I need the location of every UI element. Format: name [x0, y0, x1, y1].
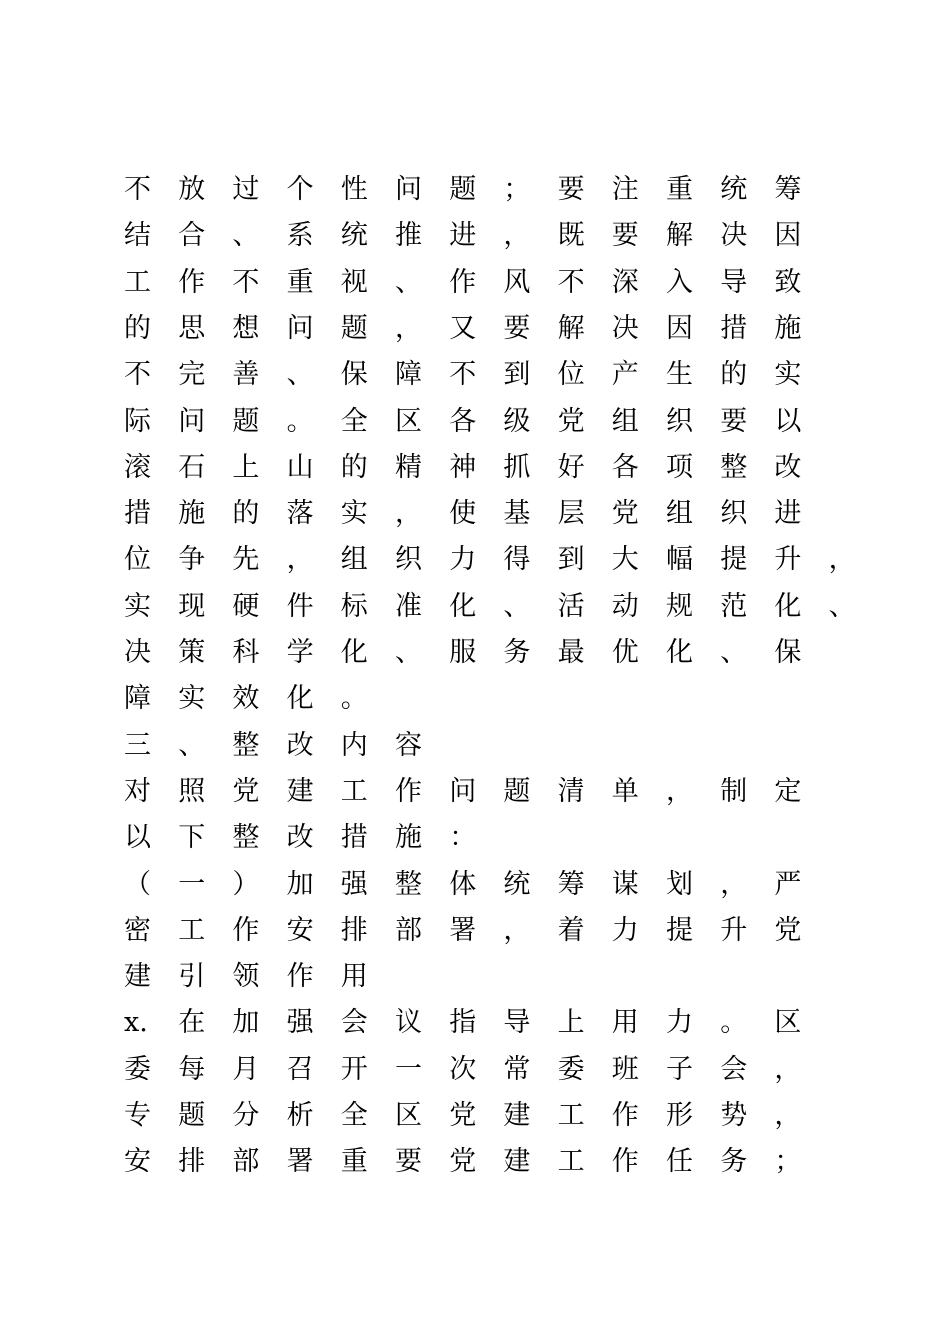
glyph: 要: [557, 174, 585, 205]
glyph: 、: [503, 590, 531, 622]
glyph: 以: [774, 405, 802, 437]
glyph: 署: [286, 1146, 314, 1178]
glyph: 石: [178, 451, 206, 483]
glyph: 建: [124, 961, 151, 993]
glyph: ；: [774, 1146, 802, 1178]
glyph: 会: [720, 1053, 748, 1085]
glyph: 安: [286, 914, 314, 946]
glyph: 务: [720, 1146, 748, 1178]
glyph: 升: [720, 914, 748, 946]
glyph: 视: [340, 266, 368, 298]
glyph: 因: [774, 220, 802, 252]
glyph: 致: [774, 266, 802, 298]
glyph: 一: [395, 1053, 422, 1085]
glyph: 先: [232, 544, 260, 576]
glyph: 月: [232, 1053, 260, 1085]
glyph: 织: [395, 544, 422, 576]
glyph: 完: [178, 359, 206, 391]
glyph: 对: [124, 775, 151, 807]
glyph: 级: [503, 405, 531, 437]
glyph: 、: [720, 637, 748, 668]
glyph: 施: [774, 312, 802, 344]
glyph: 在: [178, 1007, 206, 1039]
glyph: 抓: [503, 451, 531, 483]
glyph: ；: [503, 174, 531, 205]
glyph: 注: [611, 174, 639, 205]
glyph: 入: [666, 266, 693, 298]
glyph: 决: [611, 312, 639, 344]
glyph: 思: [178, 312, 206, 344]
glyph: 统: [503, 868, 531, 900]
glyph: x.: [124, 1007, 148, 1039]
glyph: ，: [395, 498, 422, 530]
glyph: 最: [557, 637, 585, 668]
glyph: 想: [232, 312, 260, 344]
glyph: 不: [557, 266, 585, 298]
glyph: 、: [828, 590, 856, 622]
glyph: 次: [449, 1053, 477, 1085]
glyph: 进: [774, 498, 802, 530]
glyph: 解: [666, 220, 693, 252]
glyph: 实: [124, 590, 151, 622]
glyph: ，: [286, 544, 314, 576]
glyph: 体: [449, 868, 477, 900]
glyph: 作: [611, 1146, 639, 1178]
glyph: 组: [611, 405, 639, 437]
glyph: ，: [774, 1053, 802, 1085]
glyph: 工: [124, 266, 151, 298]
glyph: 重: [666, 174, 693, 205]
glyph: 山: [286, 451, 314, 483]
glyph: 每: [178, 1053, 206, 1085]
glyph: 各: [611, 451, 639, 483]
glyph: 党: [449, 1146, 477, 1178]
glyph: 精: [395, 451, 422, 483]
glyph: 织: [720, 498, 748, 530]
glyph: 上: [557, 1007, 585, 1039]
glyph: ，: [828, 544, 856, 576]
glyph: 措: [124, 498, 151, 530]
glyph: 党: [557, 405, 585, 437]
glyph: 子: [666, 1053, 693, 1085]
glyph: 要: [611, 220, 639, 252]
glyph: 、: [395, 637, 422, 668]
glyph: 整: [232, 822, 260, 854]
glyph: 保: [340, 359, 368, 391]
glyph: 委: [124, 1053, 151, 1085]
glyph: 统: [340, 220, 368, 252]
glyph: 改: [774, 451, 802, 483]
glyph: 安: [124, 1146, 151, 1178]
glyph: 力: [666, 1007, 693, 1039]
glyph: 的: [232, 498, 260, 530]
glyph: 服: [449, 637, 477, 668]
glyph: 使: [449, 498, 477, 530]
glyph: 问: [395, 174, 422, 205]
glyph: 议: [395, 1007, 422, 1039]
glyph: 严: [774, 868, 802, 900]
glyph: 风: [503, 266, 531, 298]
glyph: 导: [720, 266, 748, 298]
glyph: 题: [503, 775, 531, 807]
glyph: 放: [178, 174, 206, 205]
glyph: 析: [286, 1100, 314, 1131]
glyph: 工: [557, 1146, 585, 1178]
glyph: 改: [286, 822, 314, 854]
glyph: 学: [286, 637, 314, 668]
glyph: 整: [720, 451, 748, 483]
glyph: 规: [666, 590, 693, 622]
glyph: 障: [395, 359, 422, 391]
glyph: ，: [395, 312, 422, 344]
glyph: 作: [286, 961, 314, 993]
glyph: 进: [449, 220, 477, 252]
glyph: 区: [395, 405, 422, 437]
glyph: 得: [503, 544, 531, 576]
glyph: 结: [124, 220, 151, 252]
glyph: 。: [340, 683, 368, 715]
glyph: 内: [340, 729, 368, 761]
glyph: 引: [178, 961, 206, 993]
glyph: 强: [340, 868, 368, 900]
glyph: 化: [666, 637, 693, 668]
glyph: 产: [611, 359, 639, 391]
glyph: 施: [178, 498, 206, 530]
glyph: 不: [232, 266, 260, 298]
glyph: 化: [774, 590, 802, 622]
glyph: 重: [286, 266, 314, 298]
glyph: 组: [666, 498, 693, 530]
glyph: 到: [503, 359, 531, 391]
glyph: 党: [774, 914, 802, 946]
glyph: 开: [340, 1053, 368, 1085]
glyph: 、: [395, 266, 422, 298]
glyph: 个: [286, 174, 314, 205]
glyph: 神: [449, 451, 477, 483]
glyph: 位: [124, 544, 151, 576]
glyph: 实: [340, 498, 368, 530]
glyph: ，: [503, 914, 531, 946]
glyph: 善: [232, 359, 260, 391]
glyph: 措: [720, 312, 748, 344]
glyph: 全: [340, 405, 368, 437]
glyph: ，: [774, 1100, 802, 1131]
glyph: 作: [178, 266, 206, 298]
glyph: 要: [395, 1146, 422, 1178]
glyph: 优: [611, 637, 639, 668]
glyph: 制: [720, 775, 748, 807]
glyph: 署: [449, 914, 477, 946]
glyph: 专: [124, 1100, 151, 1131]
glyph: 党: [449, 1100, 477, 1131]
glyph: 现: [178, 590, 206, 622]
glyph: 作: [611, 1100, 639, 1131]
glyph: 建: [286, 775, 314, 807]
glyph: 幅: [666, 544, 693, 576]
glyph: 用: [611, 1007, 639, 1039]
glyph: 既: [557, 220, 585, 252]
glyph: （: [124, 868, 151, 900]
glyph: 项: [666, 451, 693, 483]
glyph: 领: [232, 961, 260, 993]
glyph: 力: [611, 914, 639, 946]
glyph: 分: [232, 1100, 260, 1131]
glyph: 推: [395, 220, 422, 252]
glyph: 导: [503, 1007, 531, 1039]
glyph: 因: [666, 312, 693, 344]
glyph: 用: [340, 961, 368, 993]
glyph: 提: [666, 914, 693, 946]
glyph: 筹: [774, 174, 802, 205]
glyph: 位: [557, 359, 585, 391]
glyph: 改: [286, 729, 314, 761]
glyph: 部: [232, 1146, 260, 1178]
glyph: 照: [178, 775, 206, 807]
glyph: 范: [720, 590, 748, 622]
glyph: 筹: [557, 868, 585, 900]
glyph: 不: [449, 359, 477, 391]
glyph: ）: [232, 868, 260, 900]
glyph: 整: [232, 729, 260, 761]
glyph: 际: [124, 405, 151, 437]
glyph: 大: [611, 544, 639, 576]
glyph: 定: [774, 775, 802, 807]
glyph: 指: [449, 1007, 477, 1039]
glyph: 问: [286, 312, 314, 344]
glyph: 到: [557, 544, 585, 576]
glyph: 要: [720, 405, 748, 437]
glyph: 以: [124, 822, 151, 854]
glyph: 任: [666, 1146, 693, 1178]
glyph: 力: [449, 544, 477, 576]
glyph: 好: [557, 451, 585, 483]
glyph: 施: [395, 822, 422, 854]
glyph: 容: [395, 729, 422, 761]
glyph: 策: [178, 637, 206, 668]
glyph: ，: [720, 868, 748, 900]
glyph: 的: [340, 451, 368, 483]
glyph: 党: [232, 775, 260, 807]
glyph: 建: [503, 1146, 531, 1178]
glyph: 决: [124, 637, 151, 668]
glyph: 建: [503, 1100, 531, 1131]
glyph: 要: [503, 312, 531, 344]
glyph: 组: [340, 544, 368, 576]
glyph: 合: [178, 220, 206, 252]
glyph: 动: [611, 590, 639, 622]
glyph: 织: [666, 405, 693, 437]
glyph: 、: [178, 729, 206, 761]
glyph: 件: [286, 590, 314, 622]
glyph: 保: [774, 637, 802, 668]
glyph: 工: [557, 1100, 585, 1131]
glyph: 题: [449, 174, 477, 205]
glyph: 上: [232, 451, 260, 483]
glyph: 划: [666, 868, 693, 900]
glyph: ，: [503, 220, 531, 252]
glyph: 全: [340, 1100, 368, 1131]
glyph: 又: [449, 312, 477, 344]
glyph: ，: [666, 775, 693, 807]
glyph: 科: [232, 637, 260, 668]
glyph: 化: [286, 683, 314, 715]
glyph: 提: [720, 544, 748, 576]
glyph: 务: [503, 637, 531, 668]
glyph: 题: [340, 312, 368, 344]
glyph: 下: [178, 822, 206, 854]
glyph: 基: [503, 498, 531, 530]
glyph: 班: [611, 1053, 639, 1085]
glyph: 谋: [611, 868, 639, 900]
glyph: 党: [611, 498, 639, 530]
glyph: 强: [286, 1007, 314, 1039]
glyph: 排: [340, 914, 368, 946]
glyph: 作: [449, 266, 477, 298]
glyph: 会: [340, 1007, 368, 1039]
glyph: 形: [666, 1100, 693, 1131]
glyph: 决: [720, 220, 748, 252]
glyph: 三: [124, 729, 151, 761]
glyph: 过: [232, 174, 260, 205]
glyph: 密: [124, 914, 151, 946]
glyph: 。: [286, 405, 314, 437]
glyph: 整: [395, 868, 422, 900]
glyph: 召: [286, 1053, 314, 1085]
glyph: 化: [340, 637, 368, 668]
glyph: 区: [395, 1100, 422, 1131]
glyph: 问: [449, 775, 477, 807]
glyph: 不: [124, 174, 151, 205]
glyph: 硬: [232, 590, 260, 622]
glyph: 落: [286, 498, 314, 530]
glyph: 层: [557, 498, 585, 530]
glyph: 不: [124, 359, 151, 391]
glyph: 障: [124, 683, 151, 715]
glyph: 部: [395, 914, 422, 946]
glyph: 统: [720, 174, 748, 205]
glyph: 解: [557, 312, 585, 344]
glyph: 势: [720, 1100, 748, 1131]
glyph: 排: [178, 1146, 206, 1178]
glyph: 常: [503, 1053, 531, 1085]
glyph: 各: [449, 405, 477, 437]
glyph: 委: [557, 1053, 585, 1085]
glyph: 系: [286, 220, 314, 252]
glyph: 的: [124, 312, 151, 344]
glyph: 化: [449, 590, 477, 622]
glyph: 工: [340, 775, 368, 807]
glyph: 标: [340, 590, 368, 622]
glyph: 、: [232, 220, 260, 252]
glyph: 作: [395, 775, 422, 807]
glyph: 加: [232, 1007, 260, 1039]
glyph: 滚: [124, 451, 151, 483]
glyph: 准: [395, 590, 422, 622]
glyph: 单: [611, 775, 639, 807]
glyph: 、: [286, 359, 314, 391]
glyph: 题: [178, 1100, 206, 1131]
glyph: 实: [178, 683, 206, 715]
glyph: 。: [720, 1007, 748, 1039]
glyph: 工: [178, 914, 206, 946]
glyph: 重: [340, 1146, 368, 1178]
glyph: 争: [178, 544, 206, 576]
glyph: ：: [449, 822, 477, 854]
glyph: 着: [557, 914, 585, 946]
glyph: 实: [774, 359, 802, 391]
glyph: 加: [286, 868, 314, 900]
glyph: 性: [340, 174, 368, 205]
glyph: 作: [232, 914, 260, 946]
glyph: 一: [178, 868, 206, 900]
glyph: 活: [557, 590, 585, 622]
glyph: 深: [611, 266, 639, 298]
glyph: 效: [232, 683, 260, 715]
glyph: 的: [720, 359, 748, 391]
glyph: 清: [557, 775, 585, 807]
glyph: 措: [340, 822, 368, 854]
glyph: 题: [232, 405, 260, 437]
glyph: 升: [774, 544, 802, 576]
glyph: 问: [178, 405, 206, 437]
glyph: 区: [774, 1007, 802, 1039]
glyph: 生: [666, 359, 693, 391]
